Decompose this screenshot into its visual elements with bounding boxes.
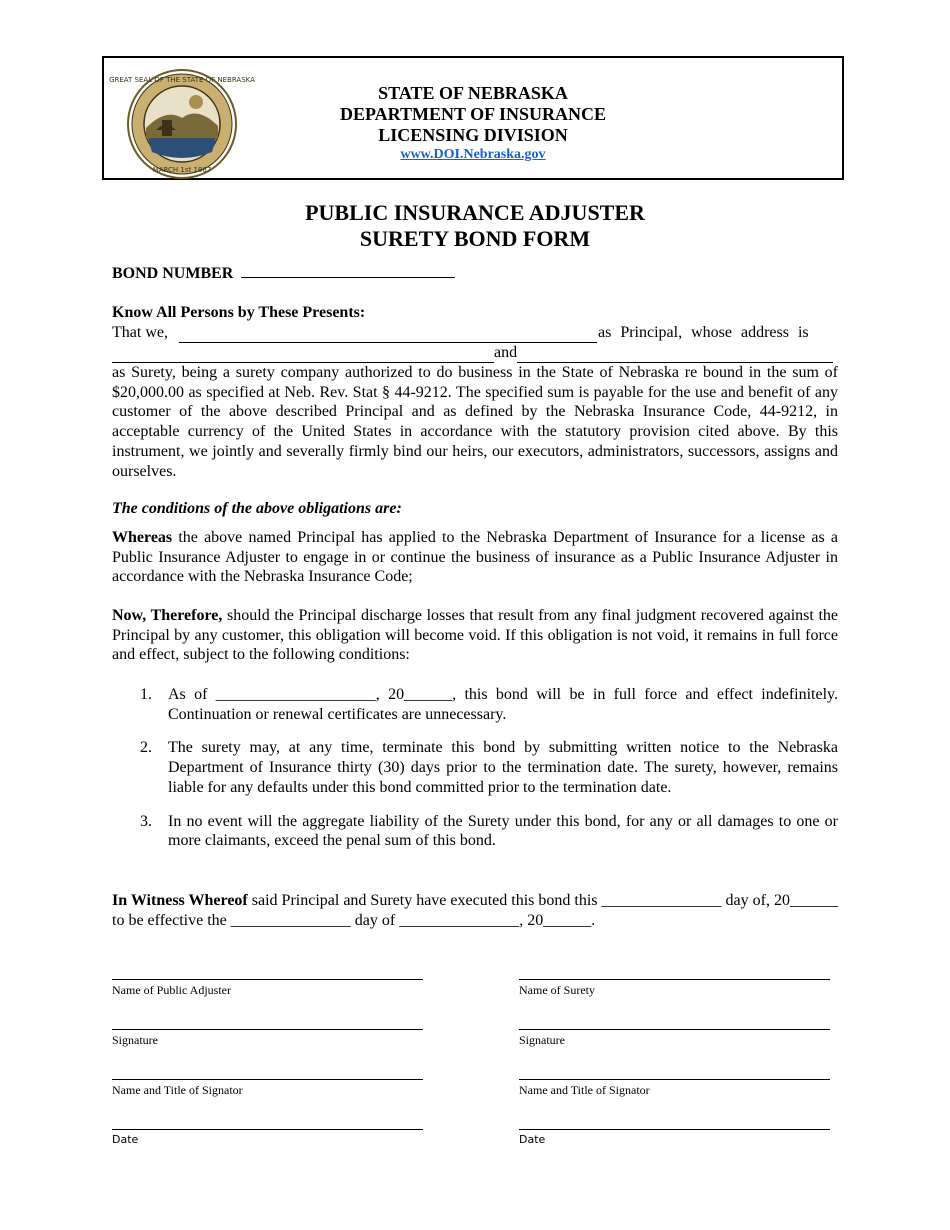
- now-therefore-text: should the Principal discharge losses that result from any final judgment recovered against the Principal by any customer, this obligation will become void. If this obligation is not void, it remains in full force and effect, subject to the following conditions:: [112, 607, 839, 664]
- witness-text-2: day of,: [721, 892, 770, 909]
- adjuster-signator-block: [112, 1079, 423, 1098]
- whereas-text: the above named Principal has applied to the Nebraska Department of Insurance for a license as a Public Insurance Adjuster to engage in or continue the business of insurance as a Public Insurance Adjuster in accordance with the Nebraska Insurance Code;: [112, 529, 838, 586]
- condition-1-pre: As of: [168, 686, 216, 703]
- adjuster-signature-label: Signature: [112, 1033, 158, 1047]
- surety-signature-line[interactable]: [519, 1029, 830, 1030]
- effective-year-field[interactable]: ______: [404, 686, 453, 703]
- effective-month-field[interactable]: _______________: [399, 911, 520, 929]
- adjuster-date-line[interactable]: [112, 1129, 423, 1130]
- as-principal-label: as Principal, whose address is: [597, 324, 809, 342]
- surety-signator-label: Name and Title of Signator: [519, 1083, 650, 1097]
- seal-top-text: GREAT SEAL OF THE STATE OF NEBRASKA: [109, 76, 255, 84]
- public-adjuster-name-line[interactable]: [112, 979, 423, 980]
- adjuster-signature-block: [112, 1029, 423, 1048]
- that-we-label: That we,: [112, 324, 168, 342]
- witness-text-1: said Principal and Surety have executed this bond this: [247, 892, 602, 909]
- effective-day-field[interactable]: _______________: [230, 911, 351, 929]
- form-title: [0, 200, 950, 252]
- witness-text-7: .: [591, 911, 596, 929]
- bond-number-row: [112, 263, 838, 284]
- surety-signature-block: [519, 1029, 830, 1048]
- adjuster-signator-line[interactable]: [112, 1079, 423, 1080]
- surety-name-label: Name of Surety: [519, 983, 595, 997]
- witness-paragraph: [112, 891, 838, 930]
- conditions-heading: The conditions of the above obligations are:: [112, 500, 402, 517]
- whereas-paragraph: [112, 528, 838, 587]
- adjuster-date-label: Date: [112, 1133, 139, 1146]
- public-adjuster-name-label: Name of Public Adjuster: [112, 983, 231, 997]
- whereas-lead: Whereas: [112, 529, 173, 546]
- header-department: DEPARTMENT OF INSURANCE: [339, 104, 607, 124]
- know-all-heading: Know All Persons by These Presents:: [112, 304, 366, 321]
- website-link[interactable]: www.DOI.Nebraska.gov: [400, 147, 546, 162]
- witness-text-6: , 20: [519, 911, 544, 929]
- now-therefore-lead: Now, Therefore,: [112, 607, 223, 624]
- condition-1-mid: , 20: [375, 686, 405, 703]
- adjuster-signator-label: Name and Title of Signator: [112, 1083, 243, 1097]
- executed-day-field[interactable]: _______________: [601, 892, 722, 909]
- surety-name-field[interactable]: [517, 348, 833, 363]
- header-box: [102, 56, 844, 180]
- header-division: LICENSING DIVISION: [378, 125, 568, 145]
- list-item: [112, 812, 838, 851]
- surety-signature-label: Signature: [519, 1033, 565, 1047]
- condition-2-text: The surety may, at any time, terminate this bond by submitting written notice to the Nebraska Department of Insurance thirty (30) days prior to the termination date. The surety, however, remains liable for any defaults under this bond committed prior to the termination date.: [168, 739, 838, 796]
- principal-name-field[interactable]: [179, 328, 597, 343]
- surety-date-block: [519, 1129, 830, 1146]
- header-text: [104, 83, 842, 164]
- title-line-1: PUBLIC INSURANCE ADJUSTER: [305, 200, 645, 225]
- principal-body: as Surety, being a surety company authorized to do business in the State of Nebraska re bound in the sum of $20,000.00 as specified at Neb. Rev. Stat § 44-9212. The specified sum is payable for the use and benefit of any customer of the above described Principal and as defined by the Nebraska Insurance Code, 44-9212, in acceptable currency of the United States in accordance with the statutory provision cited above. By this instrument, we jointly and severally firmly bind our heirs, our executors, administrators, successors, assigns and ourselves.: [112, 364, 838, 480]
- bond-number-field[interactable]: [241, 263, 455, 278]
- surety-signator-line[interactable]: [519, 1079, 830, 1080]
- list-number: 3.: [140, 812, 152, 830]
- surety-signator-block: [519, 1079, 830, 1098]
- principal-paragraph: [112, 323, 838, 481]
- condition-1-post: , this bond will be in full force and effect indefinitely. Continuation or renewal certificates are unnecessary.: [168, 686, 839, 723]
- surety-date-line[interactable]: [519, 1129, 830, 1130]
- witness-text-3: 20: [774, 892, 791, 909]
- executed-year-field[interactable]: ______: [790, 892, 839, 909]
- condition-3-text: In no event will the aggregate liability of the Surety under this bond, for any or all damages to one or more claimants, exceed the penal sum of this bond.: [168, 812, 838, 850]
- witness-text-5: day of: [350, 911, 400, 929]
- surety-name-block: [519, 979, 830, 998]
- and-label: and: [494, 344, 518, 362]
- list-item: [112, 685, 838, 724]
- surety-name-line[interactable]: [519, 979, 830, 980]
- effective-year-2-field[interactable]: ______: [543, 911, 592, 929]
- witness-lead: In Witness Whereof: [112, 892, 248, 909]
- witness-text-4: to be effective the: [112, 911, 231, 929]
- header-state: STATE OF NEBRASKA: [378, 83, 568, 103]
- list-number: 1.: [140, 686, 152, 703]
- public-adjuster-name-block: [112, 979, 423, 998]
- seal-bottom-text: MARCH 1st 1867: [152, 166, 212, 174]
- bond-number-label: BOND NUMBER: [112, 265, 234, 282]
- principal-address-field[interactable]: [112, 348, 494, 363]
- effective-date-field[interactable]: ____________________: [215, 686, 376, 703]
- adjuster-date-block: [112, 1129, 423, 1146]
- list-item: [112, 738, 838, 797]
- list-number: 2.: [140, 739, 152, 757]
- adjuster-signature-line[interactable]: [112, 1029, 423, 1030]
- title-line-2: SURETY BOND FORM: [359, 226, 591, 251]
- conditions-list: [112, 685, 838, 851]
- now-therefore-paragraph: [112, 606, 838, 665]
- surety-date-label: Date: [519, 1133, 546, 1146]
